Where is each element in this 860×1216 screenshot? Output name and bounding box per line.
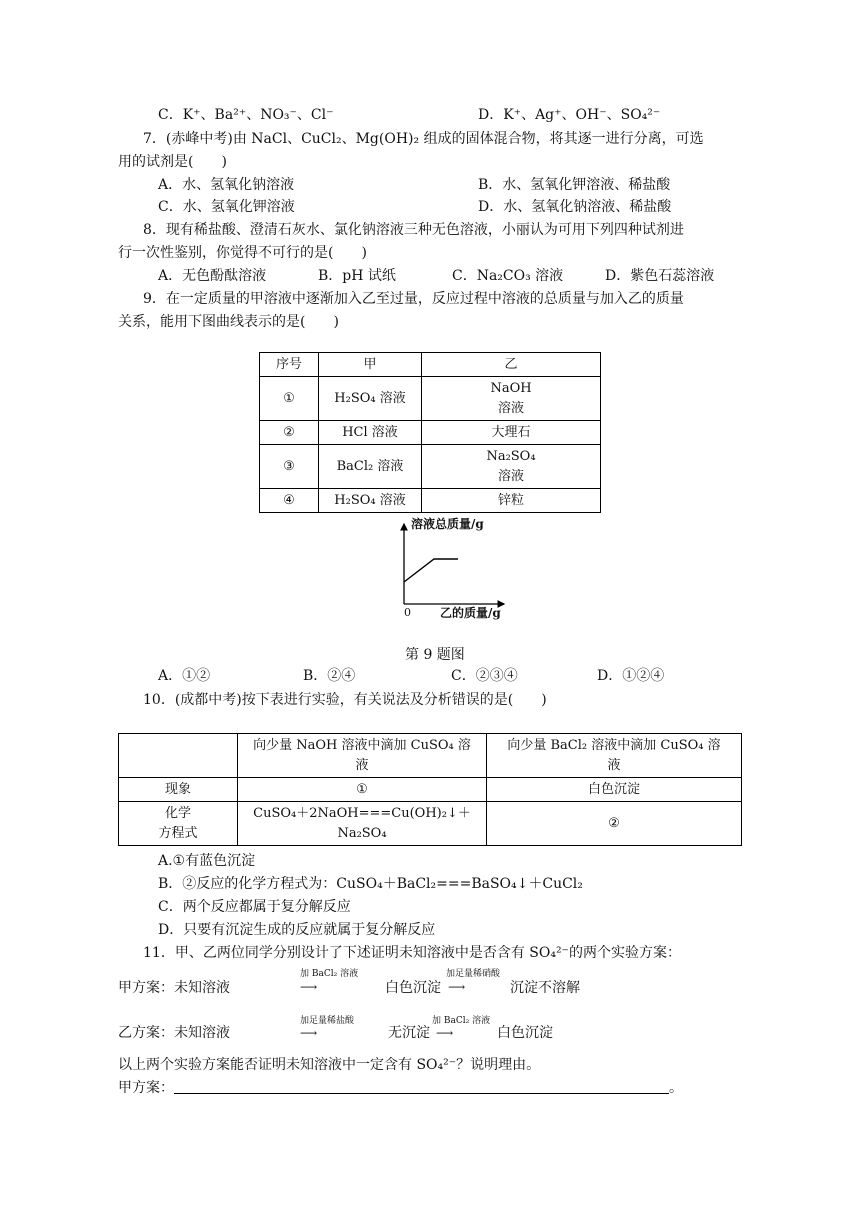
q9-stem-line1: 9．在一定质量的甲溶液中逐渐加入乙至过量，反应过程中溶液的总质量与加入乙的质量 [143,291,684,307]
q7-stem-line1: 7．(赤峰中考)由 NaCl、CuCl₂、Mg(OH)₂ 组成的固体混合物，将其逐一进行分离，可选 [143,131,704,147]
q9-row3-jia: BaCl₂ 溶液 [319,445,422,489]
q9-header-no: 序号 [260,353,319,377]
table-row [260,445,601,489]
q10-table [118,733,742,846]
q11-plan-jia-arrow1-label: 加 BaCl₂ 溶液 [300,969,359,979]
q9-row4-no: ④ [260,489,319,513]
q11-plan-jia-arrow1: ⟶ [300,980,318,994]
q9-row4-jia: H₂SO₄ 溶液 [319,489,422,513]
q10-row2-c2: ② [487,802,742,846]
q7-option-a: A．水、氢氧化钠溶液 [158,177,295,193]
q10-option-c: C．两个反应都属于复分解反应 [158,899,351,915]
q9-header-jia: 甲 [319,353,422,377]
q7-stem-line2: 用的试剂是( ) [118,154,227,170]
q7-option-c: C．水、氢氧化钾溶液 [158,199,295,215]
table-row [119,778,742,802]
q11-plan-yi-label: 乙方案：未知溶液 [118,1025,230,1041]
q6-option-d: D．K⁺、Ag⁺、OH⁻、SO₄²⁻ [478,107,661,123]
q9-stem-line2: 关系，能用下图曲线表示的是( ) [118,314,339,330]
q10-col2-header: 向少量 BaCl₂ 溶液中滴加 CuSO₄ 溶 液 [487,734,742,778]
q9-caption: 第 9 题图 [405,647,465,663]
table-row [119,802,742,846]
q7-option-d: D．水、氢氧化钠溶液、稀盐酸 [478,199,672,215]
q9-graph-origin: 0 [404,606,411,619]
q11-plan-yi-arrow2-label: 加 BaCl₂ 溶液 [432,1016,491,1026]
q9-graph-xlabel: 乙的质量/g [440,606,501,620]
q11-stem: 11．甲、乙两位同学分别设计了下述证明未知溶液中是否含有 SO₄²⁻的两个实验方案： [143,945,681,961]
q10-option-b: B．②反应的化学方程式为：CuSO₄＋BaCl₂===BaSO₄↓＋CuCl₂ [158,876,583,892]
q9-option-a: A．①② [158,668,211,684]
q11-plan-jia-label: 甲方案：未知溶液 [118,980,230,996]
q9-row1-yi: NaOH 溶液 [422,377,601,421]
q11-answer-line [118,1078,683,1098]
curve [404,559,458,582]
q11-plan-yi-arrow2: ⟶ [436,1026,454,1040]
q11-answer-label: 甲方案： [118,1080,174,1096]
q9-row2-yi: 大理石 [422,421,601,445]
q9-row2-no: ② [260,421,319,445]
q11-plan-jia-arrow2-label: 加足量稀硝酸 [446,969,501,979]
q11-plan-jia-end: 沉淀不溶解 [510,980,580,996]
q10-stem: 10．(成都中考)按下表进行实验，有关说法及分析错误的是( ) [143,692,547,708]
q8-option-b: B．pH 试纸 [318,268,396,284]
q9-graph-ylabel: 溶液总质量/g [411,517,484,531]
q10-row1-c1: ① [238,778,487,802]
q11-plan-yi-end: 白色沉淀 [497,1025,553,1041]
q10-row1-c2: 白色沉淀 [487,778,742,802]
table-row [260,377,601,421]
q11-question: 以上两个实验方案能否证明未知溶液中一定含有 SO₄²⁻？说明理由。 [118,1057,541,1073]
q8-option-a: A．无色酚酞溶液 [158,268,267,284]
q11-answer-blank[interactable] [174,1079,669,1094]
q11-plan-yi-arrow1-label: 加足量稀盐酸 [300,1016,355,1026]
q11-plan-jia-arrow2: ⟶ [448,980,466,994]
q10-row2-label: 化学 方程式 [119,802,238,846]
q9-option-b: B．②④ [303,668,356,684]
q8-stem-line2: 行一次性鉴别，你觉得不可行的是( ) [118,245,367,261]
q11-plan-yi-mid: 无沉淀 [388,1025,430,1041]
q9-row2-jia: HCl 溶液 [319,421,422,445]
q11-plan-jia-mid: 白色沉淀 [385,980,441,996]
q9-option-d: D．①②④ [597,668,665,684]
q10-col1-header: 向少量 NaOH 溶液中滴加 CuSO₄ 溶 液 [238,734,487,778]
q11-answer-end: 。 [669,1080,683,1096]
table-row [260,421,601,445]
q9-row3-no: ③ [260,445,319,489]
q8-option-c: C．Na₂CO₃ 溶液 [452,268,564,284]
q10-row2-c1: CuSO₄＋2NaOH===Cu(OH)₂↓＋ Na₂SO₄ [238,802,487,846]
q9-row4-yi: 锌粒 [422,489,601,513]
q7-option-b: B．水、氢氧化钾溶液、稀盐酸 [478,177,671,193]
q8-stem-line1: 8．现有稀盐酸、澄清石灰水、氯化钠溶液三种无色溶液，小丽认为可用下列四种试剂进 [143,222,684,238]
q6-option-c: C．K⁺、Ba²⁺、NO₃⁻、Cl⁻ [158,107,334,123]
q9-option-c: C．②③④ [451,668,518,684]
q10-corner [119,734,238,778]
q10-option-d: D．只要有沉淀生成的反应就属于复分解反应 [158,922,436,938]
q10-option-a: A.①有蓝色沉淀 [158,853,256,869]
q9-header-yi: 乙 [422,353,601,377]
q10-row1-label: 现象 [119,778,238,802]
q9-table [259,352,601,513]
q9-row1-no: ① [260,377,319,421]
q9-row3-yi: Na₂SO₄ 溶液 [422,445,601,489]
q8-option-d: D．紫色石蕊溶液 [605,268,715,284]
q11-plan-yi-arrow1: ⟶ [300,1026,318,1040]
q9-row1-jia: H₂SO₄ 溶液 [319,377,422,421]
table-row [260,489,601,513]
